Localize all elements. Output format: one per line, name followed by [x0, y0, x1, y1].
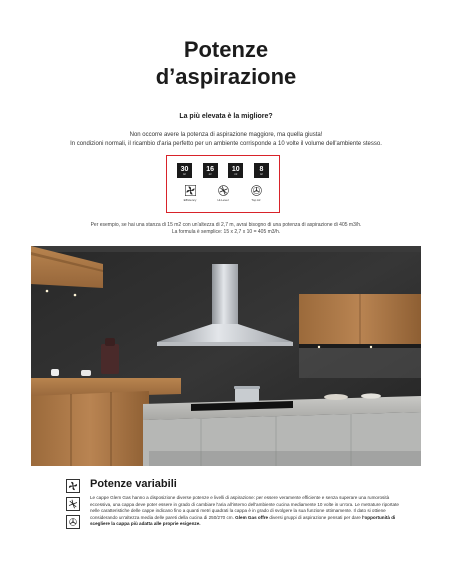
intro-line-1: Non occorre avere la potenza di aspirazione maggiore, ma quella giusta!	[129, 132, 323, 138]
fan-label: Efficiency	[183, 198, 197, 202]
example-line-2: La formula è semplice: 15 x 2,7 x 10 = 405 m3/h.	[171, 229, 281, 235]
badge-unit: m²	[260, 172, 263, 176]
area-badges	[177, 163, 269, 178]
power-legend-box	[166, 155, 280, 213]
area-badge	[228, 163, 243, 178]
fan-top-air	[245, 185, 267, 202]
fan-efficiency	[179, 185, 201, 202]
area-badge	[254, 163, 269, 178]
subtitle: La più elevata è la migliore?	[179, 113, 273, 120]
badge-value: 10	[231, 165, 240, 173]
fan-hi-level	[212, 185, 234, 202]
section-body-text-2: diversi gruppi di aspirazione pensati per dare	[268, 514, 363, 520]
hi-level-fan-icon	[218, 185, 229, 196]
example-line-1: Per esempio, se hai una stanza di 15 m2 con un'altezza di 2,7 m, avrai bisogno di una potenza di aspirazione di 405 m3/h.	[90, 222, 362, 228]
intro-line-2: In condizioni normali, il ricambio d'aria perfetto per un ambiente corrisponde a 10 volte il volume dell'ambiente stesso.	[70, 140, 382, 147]
section-highlight: l'opportunità di scegliere la cappa più adatta alle proprie esigenze.	[90, 514, 396, 526]
intro-text	[20, 131, 432, 148]
badge-unit: m²	[208, 172, 212, 176]
section-body	[90, 495, 405, 528]
title-line-2: d’aspirazione	[155, 64, 297, 89]
fan-label: Top Air	[251, 198, 261, 202]
fan-label: Hi-Level	[217, 198, 229, 202]
badge-unit: m²	[183, 172, 186, 176]
badge-value: 8	[259, 165, 264, 173]
badge-value: 30	[180, 165, 189, 173]
variable-power-section	[66, 478, 426, 528]
area-badge	[203, 163, 218, 178]
efficiency-fan-icon	[185, 185, 196, 196]
section-title: Potenze variabili	[90, 478, 177, 490]
title-line-1: Potenze	[183, 37, 269, 62]
top-air-fan-icon	[251, 185, 262, 196]
badge-value: 16	[206, 165, 215, 173]
example-text	[20, 222, 432, 236]
kitchen-photo	[31, 246, 421, 466]
section-brand: Glem Gas offre	[235, 514, 269, 520]
fan-types	[179, 185, 267, 202]
page-title	[0, 36, 452, 90]
area-badge	[177, 163, 192, 178]
section-body-text: Le cappe Glem Gas hanno a disposizione diverse potenze e livelli di aspirazione: per essere veramente efficiente e senza superare una rumorosità eccessiva, una cappa deve poter essere in grado di cambiare l'aria all'interno dell'ambiente cucina mediamente 10 volte in un'ora. Le metrature riportate nelle caratteristiche delle cappe indicano fino a quanti metri quadrati la cappa è in grado di svolgere la sua funzione ottimamente. Il dato si ottiene considerando un'altezza media delle pareti della cucina di 250/270 cm.	[90, 495, 399, 520]
badge-unit: m²	[234, 172, 238, 176]
